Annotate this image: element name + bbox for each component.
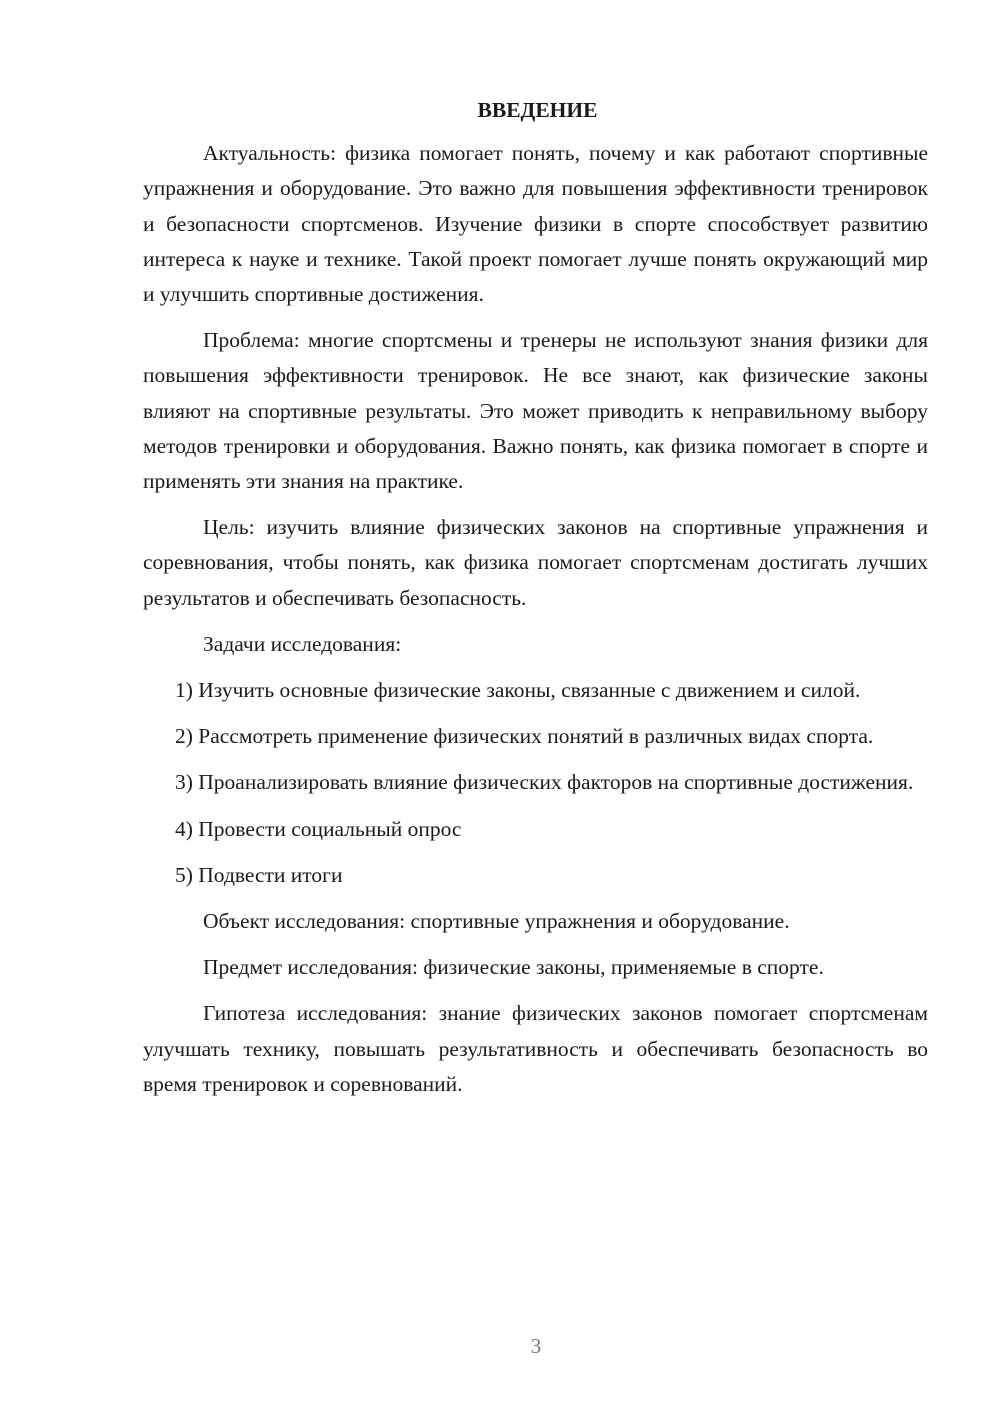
tasks-heading: Задачи исследования: xyxy=(203,631,402,656)
task-item: 1) Изучить основные физические законы, связанные с движением и силой. xyxy=(175,678,861,703)
document-body xyxy=(143,93,928,1113)
problem-paragraph: Проблема: многие спортсмены и тренеры не используют знания физики для повышения эффективности тренировок. Не все знают, как физические законы влияют на спортивные результаты. Это может приводить к неправильному выбору методов тренировки и оборудования. Важно понять, как физика помогает в спорте и применять эти знания на практике. xyxy=(143,328,928,494)
task-item: 5) Подвести итоги xyxy=(175,862,343,887)
task-item: 2) Рассмотреть применение физических понятий в различных видах спорта. xyxy=(175,724,874,749)
task-item: 4) Провести социальный опрос xyxy=(175,816,462,841)
page-number: 3 xyxy=(530,1334,542,1358)
goal-paragraph: Цель: изучить влияние физических законов на спортивные упражнения и соревнования, чтобы понять, как физика помогает спортсменам достигать лучших результатов и обеспечивать безопасность. xyxy=(143,515,928,610)
document-title: ВВЕДЕНИЕ xyxy=(477,98,598,122)
research-object: Объект исследования: спортивные упражнения и оборудование. xyxy=(203,909,790,934)
research-subject: Предмет исследования: физические законы, применяемые в спорте. xyxy=(203,955,824,980)
task-item: 3) Проанализировать влияние физических факторов на спортивные достижения. xyxy=(175,770,914,795)
relevance-paragraph: Актуальность: физика помогает понять, почему и как работают спортивные упражнения и оборудование. Это важно для повышения эффективности тренировок и безопасности спортсменов. Изучение физики в спорте способствует развитию интереса к науке и технике. Такой проект помогает лучше понять окружающий мир и улучшить спортивные достижения. xyxy=(143,141,928,307)
hypothesis-paragraph: Гипотеза исследования: знание физических законов помогает спортсменам улучшать технику, повышать результативность и обеспечивать безопасность во время тренировок и соревнований. xyxy=(143,1001,928,1096)
